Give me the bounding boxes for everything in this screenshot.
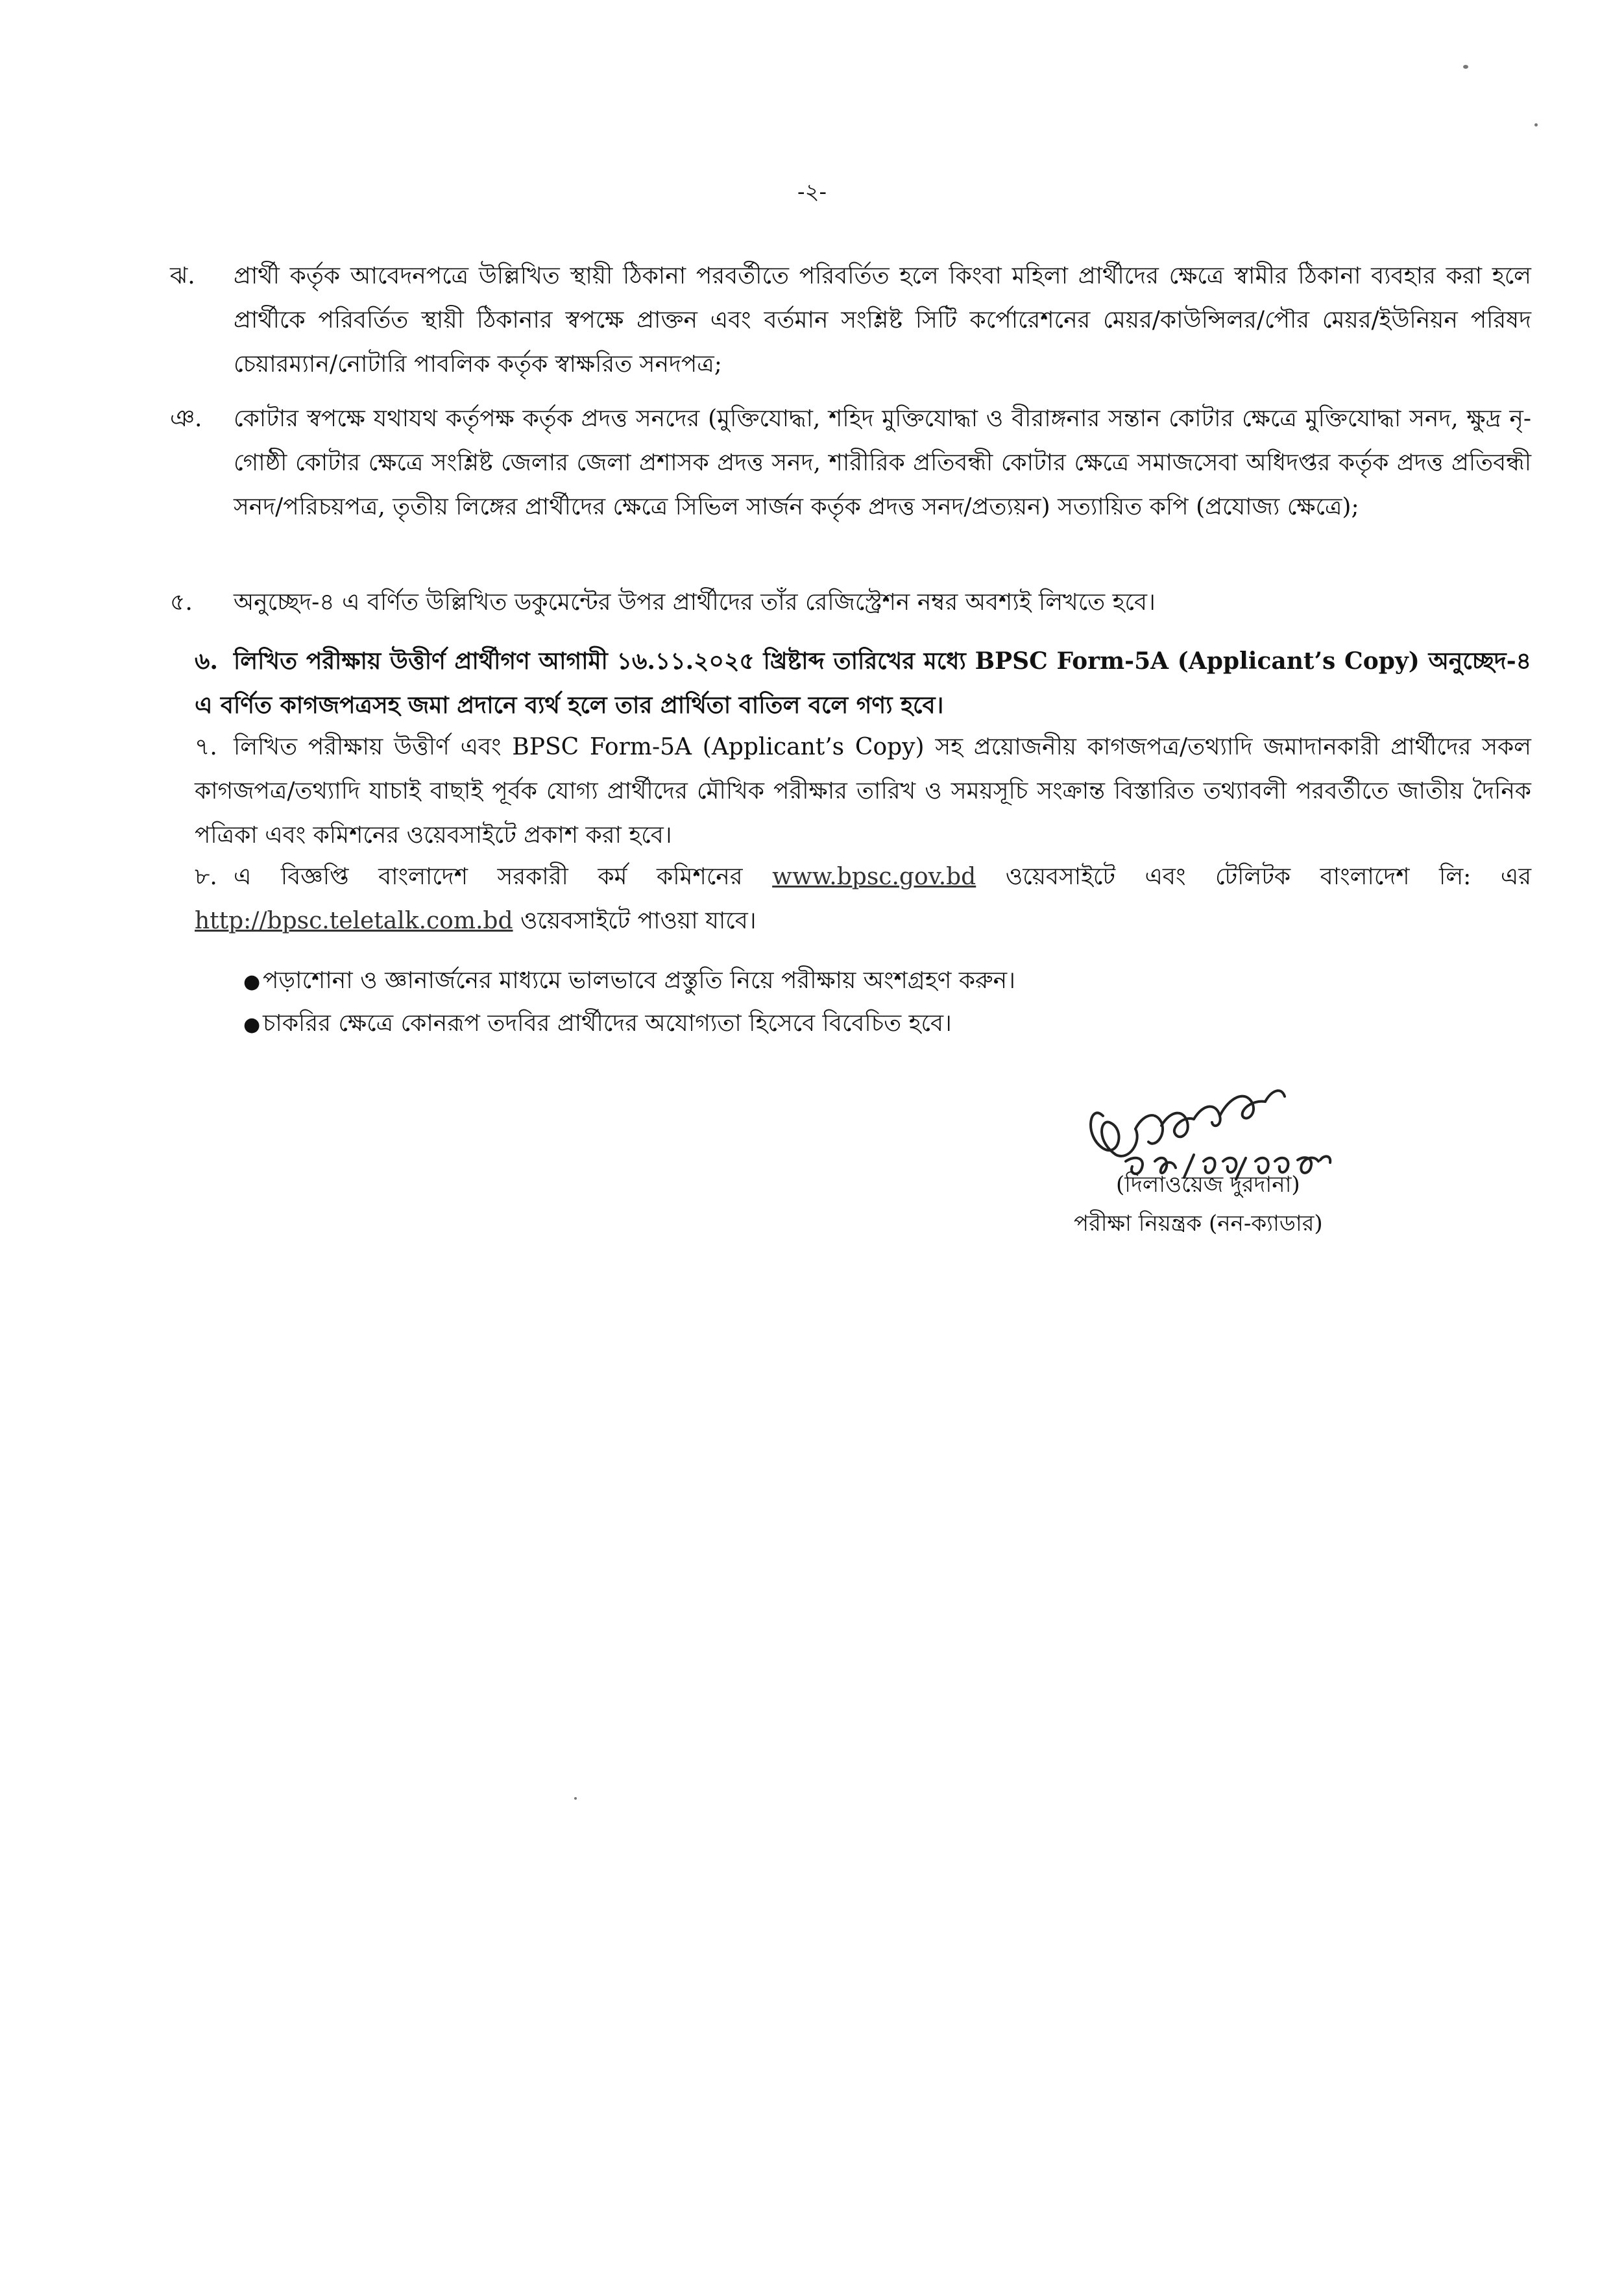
scan-speck: [574, 1797, 577, 1800]
item-text: লিখিত পরীক্ষায় উত্তীর্ণ প্রার্থীগণ আগামী ১৬.১১.২০২৫ খ্রিষ্টাব্দ তারিখের মধ্যে BPSC Form-5A (Applicant’s Copy) অনুচ্ছেদ-৪ এ বর্ণিত কাগজপত্রসহ জমা প্রদানে ব্যর্থ হলে তার প্রার্থিতা বাতিল বলে গণ্য হবে।: [195, 647, 1531, 719]
page-number: -২-: [797, 179, 827, 205]
item-number: ঝ.: [170, 263, 195, 289]
item-jha: [170, 254, 1531, 387]
item-text: লিখিত পরীক্ষায় উত্তীর্ণ এবং BPSC Form-5A (Applicant’s Copy) সহ প্রয়োজনীয় কাগজপত্র/তথ্যাদি জমাদানকারী প্রার্থীদের সকল কাগজপত্র/তথ্যাদি যাচাই বাছাই পূর্বক যোগ্য প্রার্থীদের মৌখিক পরীক্ষার তারিখ ও সময়সূচি সংক্রান্ত বিস্তারিত তথ্যাবলী পরবর্তীতে জাতীয় দৈনিক পত্রিকা এবং কমিশনের ওয়েবসাইটে প্রকাশ করা হবে।: [195, 734, 1531, 849]
scan-speck: [1534, 123, 1538, 127]
signatory-title: পরীক্ষা নিয়ন্ত্রক (নন-ক্যাডার): [1074, 1211, 1323, 1237]
item-number: ৫.: [170, 589, 193, 616]
bullet-list: [243, 960, 1476, 1046]
bullet-item: [243, 1003, 1476, 1046]
item-text: কোটার স্বপক্ষে যথাযথ কর্তৃপক্ষ কর্তৃক প্রদত্ত সনদের (মুক্তিযোদ্ধা, শহিদ মুক্তিযোদ্ধা ও বীরাঙ্গনার সন্তান কোটার ক্ষেত্রে মুক্তিযোদ্ধা সনদ, ক্ষুদ্র নৃ-গোষ্ঠী কোটার ক্ষেত্রে সংশ্লিষ্ট জেলার জেলা প্রশাসক প্রদত্ত সনদ, শারীরিক প্রতিবন্ধী কোটার ক্ষেত্রে সমাজসেবা অধিদপ্তর কর্তৃক প্রদত্ত প্রতিবন্ধী সনদ/পরিচয়পত্র, তৃতীয় লিঙ্গের প্রার্থীদের ক্ষেত্রে সিভিল সার্জন কর্তৃক প্রদত্ত সনদ/প্রত্যয়ন) সত্যায়িত কপি (প্রযোজ্য ক্ষেত্রে);: [234, 405, 1531, 520]
item-number: ৬.: [195, 647, 218, 675]
item-number: ৮.: [195, 864, 217, 890]
item-number: ঞ.: [170, 405, 202, 432]
item-text: প্রার্থী কর্তৃক আবেদনপত্রে উল্লিখিত স্থায়ী ঠিকানা পরবর্তীতে পরিবর্তিত হলে কিংবা মহিলা প্রার্থীদের ক্ষেত্রে স্বামীর ঠিকানা ব্যবহার করা হলে প্রার্থীকে পরিবর্তিত স্থায়ী ঠিকানার স্বপক্ষে প্রাক্তন এবং বর্তমান সংশ্লিষ্ট সিটি কর্পোরেশনের মেয়র/কাউন্সিলর/পৌর মেয়র/ইউনিয়ন পরিষদ চেয়ারম্যান/নোটারি পাবলিক কর্তৃক স্বাক্ষরিত সনদপত্র;: [234, 263, 1531, 378]
item-text-mid: ওয়েবসাইটে এবং টেলিটক বাংলাদেশ লি: এর: [1005, 864, 1532, 890]
item-nya: [170, 397, 1531, 529]
bullet-text: চাকরির ক্ষেত্রে কোনরূপ তদবির প্রার্থীদের অযোগ্যতা হিসেবে বিবেচিত হবে।: [263, 1010, 952, 1037]
signatory-name: (দিলাওয়েজ দুরদানা): [1116, 1172, 1300, 1198]
bullet-dot-icon: ●: [243, 1013, 261, 1036]
item-text-before: এ বিজ্ঞপ্তি বাংলাদেশ সরকারী কর্ম কমিশনের: [234, 864, 743, 890]
item-number: ৭.: [195, 734, 217, 760]
item-text: [195, 855, 1531, 943]
item-5: [170, 581, 1531, 625]
bpsc-website-link[interactable]: www.bpsc.gov.bd: [772, 864, 976, 890]
item-7: [195, 725, 1531, 858]
bullet-dot-icon: ●: [243, 971, 261, 993]
item-text-after: ওয়েবসাইটে পাওয়া যাবে।: [520, 908, 757, 934]
teletalk-website-link[interactable]: http://bpsc.teletalk.com.bd: [195, 908, 513, 934]
item-8: [195, 855, 1531, 943]
scan-speck: [1463, 65, 1468, 69]
bullet-text: পড়াশোনা ও জ্ঞানার্জনের মাধ্যমে ভালভাবে প্রস্তুতি নিয়ে পরীক্ষায় অংশগ্রহণ করুন।: [263, 967, 1016, 994]
item-text: অনুচ্ছেদ-৪ এ বর্ণিত উল্লিখিত ডকুমেন্টের উপর প্রার্থীদের তাঁর রেজিস্ট্রেশন নম্বর অবশ্যই লিখতে হবে।: [234, 589, 1156, 616]
item-6: [195, 639, 1531, 727]
bullet-item: [243, 960, 1476, 1003]
